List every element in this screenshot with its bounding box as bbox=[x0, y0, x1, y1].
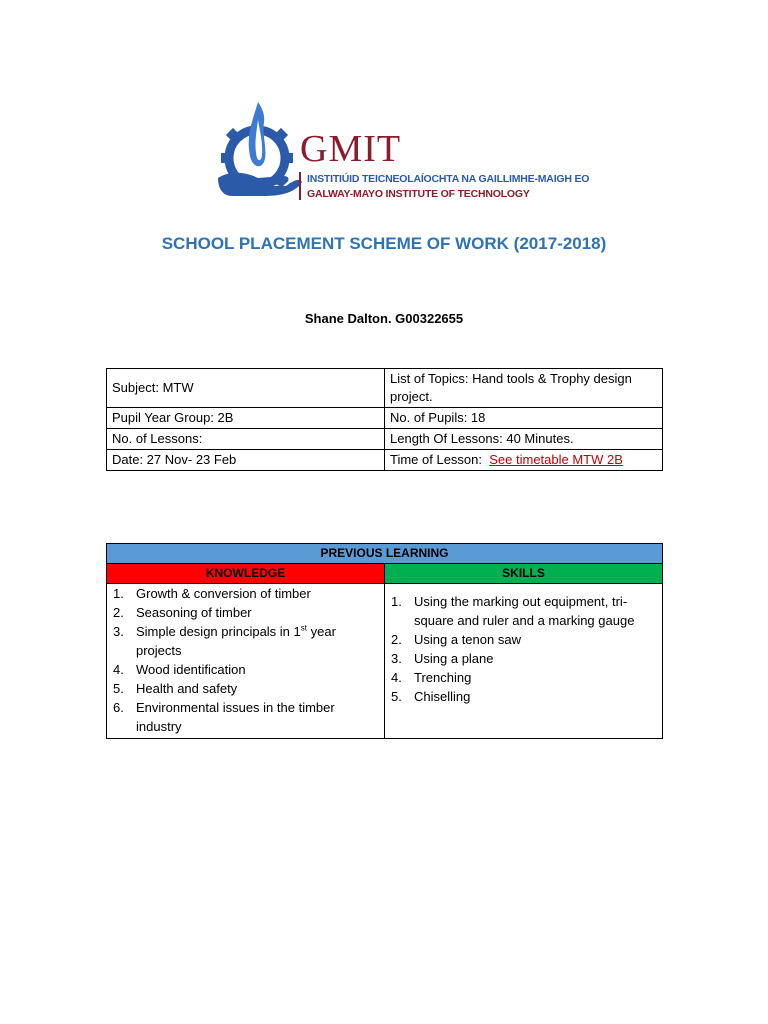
time-cell bbox=[385, 450, 663, 471]
gmit-logo bbox=[212, 100, 590, 210]
skills-cell bbox=[385, 584, 663, 739]
list-item: 2. Using a tenon saw bbox=[391, 632, 521, 647]
table-row bbox=[107, 408, 663, 429]
pupils-cell: No. of Pupils: 18 bbox=[385, 408, 663, 429]
table-row bbox=[107, 564, 663, 584]
gmit-emblem-icon bbox=[212, 100, 302, 200]
info-table bbox=[106, 368, 663, 471]
logo-divider bbox=[299, 172, 301, 200]
author-line: Shane Dalton. G00322655 bbox=[304, 311, 464, 326]
table-row bbox=[107, 429, 663, 450]
list-item: 3. Simple design principals in 1st year projects bbox=[113, 623, 336, 658]
skills-list bbox=[385, 584, 662, 706]
knowledge-header: KNOWLEDGE bbox=[107, 564, 385, 584]
logo-english-name: GALWAY-MAYO INSTITUTE OF TECHNOLOGY bbox=[307, 188, 530, 200]
list-item: 4. Trenching bbox=[391, 670, 472, 685]
timetable-link[interactable]: See timetable MTW 2B bbox=[489, 452, 623, 467]
list-item: 6. Environmental issues in the timber industry bbox=[113, 700, 335, 734]
lessons-cell: No. of Lessons: bbox=[107, 429, 385, 450]
previous-learning-table bbox=[106, 543, 663, 739]
list-item: 4. Wood identification bbox=[113, 662, 246, 677]
previous-learning-header: PREVIOUS LEARNING bbox=[107, 544, 663, 564]
list-item: 1. Growth & conversion of timber bbox=[113, 586, 311, 601]
list-item: 1. Using the marking out equipment, tri-square and ruler and a marking gauge bbox=[391, 594, 635, 628]
table-row bbox=[107, 450, 663, 471]
knowledge-list bbox=[107, 584, 384, 738]
list-item: 3. Using a plane bbox=[391, 651, 494, 666]
table-row bbox=[107, 544, 663, 564]
time-label: Time of Lesson: bbox=[390, 452, 486, 467]
subject-cell: Subject: MTW bbox=[107, 369, 385, 408]
date-cell: Date: 27 Nov- 23 Feb bbox=[107, 450, 385, 471]
knowledge-cell bbox=[107, 584, 385, 739]
table-row bbox=[107, 584, 663, 739]
logo-name: GMIT bbox=[300, 128, 402, 170]
list-item: 2. Seasoning of timber bbox=[113, 605, 252, 620]
length-cell: Length Of Lessons: 40 Minutes. bbox=[385, 429, 663, 450]
logo-irish-name: INSTITIÚID TEICNEOLAÍOCHTA NA GAILLIMHE-MAIGH EO bbox=[307, 173, 590, 185]
document-title: SCHOOL PLACEMENT SCHEME OF WORK (2017-2018) bbox=[161, 234, 607, 253]
list-item: 5. Health and safety bbox=[113, 681, 238, 696]
table-row bbox=[107, 369, 663, 408]
topics-cell: List of Topics: Hand tools & Trophy design project. bbox=[385, 369, 663, 408]
list-item: 5. Chiselling bbox=[391, 689, 471, 704]
year-group-cell: Pupil Year Group: 2B bbox=[107, 408, 385, 429]
skills-header: SKILLS bbox=[385, 564, 663, 584]
